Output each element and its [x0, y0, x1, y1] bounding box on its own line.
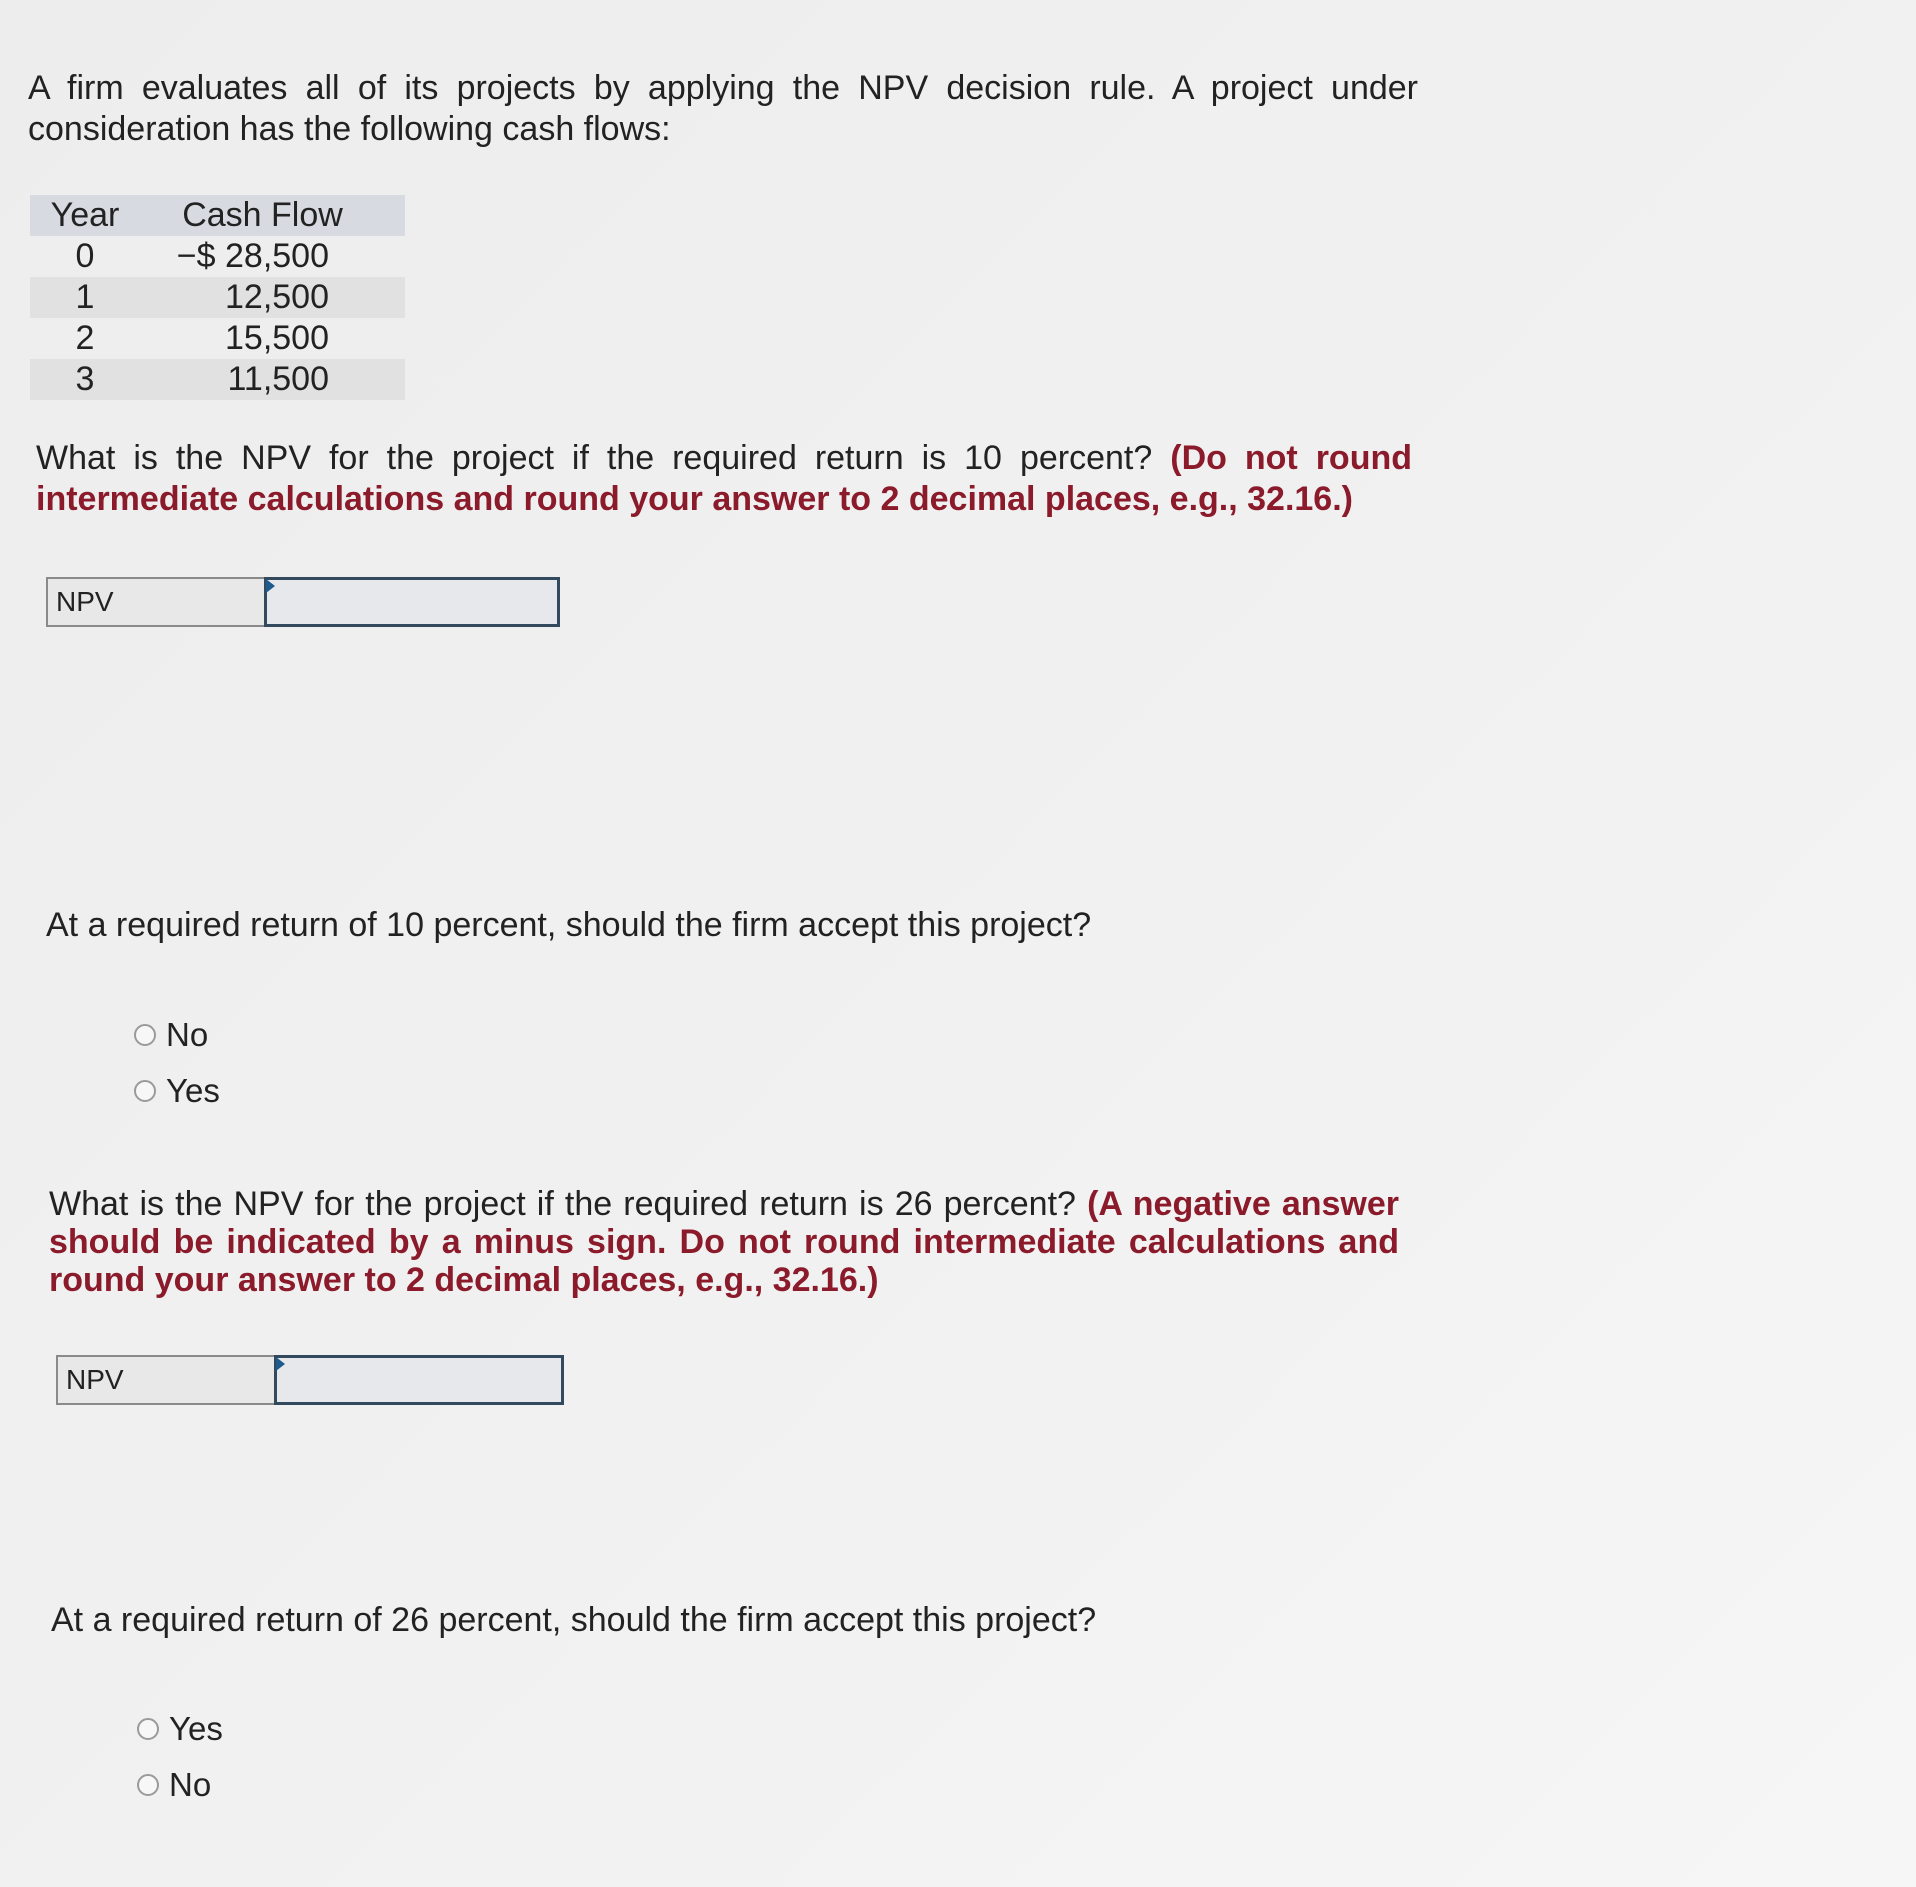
year-column-header: Year [50, 196, 120, 234]
cash-flow-table [30, 195, 405, 400]
question-1-instruction: (Do not round intermediate calculations and round your answer to 2 decimal places, e.g., 32.16.) [36, 439, 1413, 518]
radio-option-label: Yes [169, 1710, 223, 1747]
question-3-text: What is the NPV for the project if the required return is 26 percent? [49, 1185, 1076, 1223]
cash-flow-cell: 15,500 [225, 319, 329, 357]
npv-answer-row-2 [56, 1355, 564, 1405]
npv-input-wrapper [274, 1355, 564, 1405]
intro-paragraph [28, 68, 1418, 150]
question-2-text: At a required return of 10 percent, should the firm accept this project? [46, 906, 1092, 944]
input-marker-icon [276, 1357, 285, 1371]
question-2 [46, 905, 1346, 946]
cash-flow-cell: 12,500 [225, 278, 329, 316]
year-cell: 0 [75, 237, 95, 275]
radio-option-no-26[interactable] [137, 1766, 211, 1804]
radio-option-no-10[interactable] [134, 1016, 208, 1054]
radio-button-icon[interactable] [137, 1774, 159, 1796]
input-marker-icon [266, 579, 275, 593]
radio-option-label: Yes [166, 1072, 220, 1109]
cash-flow-cell: −$ 28,500 [176, 237, 329, 275]
table-row [30, 359, 405, 400]
intro-text: A firm evaluates all of its projects by applying the NPV decision rule. A project under consideration has the following cash flows: [28, 69, 1418, 148]
radio-option-label: No [166, 1016, 209, 1053]
radio-button-icon[interactable] [134, 1024, 156, 1046]
cash-flow-cell: 11,500 [227, 360, 329, 398]
npv-input-10-percent[interactable] [264, 577, 560, 627]
radio-option-yes-26[interactable] [137, 1710, 223, 1748]
radio-button-icon[interactable] [134, 1080, 156, 1102]
npv-answer-row-1 [46, 577, 560, 627]
radio-button-icon[interactable] [137, 1718, 159, 1740]
question-4-text: At a required return of 26 percent, should the firm accept this project? [51, 1601, 1097, 1639]
question-3-instruction: (A negative answer should be indicated by a minus sign. Do not round intermediate calculations and round your answer to 2 decimal places, e.g., 32.16.) [49, 1185, 1400, 1299]
npv-input-wrapper [264, 577, 560, 627]
question-1-text: What is the NPV for the project if the required return is 10 percent? [36, 439, 1153, 477]
question-1 [36, 438, 1412, 520]
cash-flow-column-header: Cash Flow [182, 196, 343, 234]
table-row [30, 277, 405, 318]
year-cell: 2 [75, 319, 95, 357]
question-4 [51, 1600, 1351, 1641]
npv-input-26-percent[interactable] [274, 1355, 564, 1405]
radio-option-label: No [169, 1766, 212, 1803]
npv-label: NPV [46, 577, 264, 627]
question-3 [49, 1185, 1399, 1299]
year-cell: 3 [75, 360, 95, 398]
year-cell: 1 [75, 278, 95, 316]
npv-label: NPV [56, 1355, 274, 1405]
table-row [30, 318, 405, 359]
radio-option-yes-10[interactable] [134, 1072, 220, 1110]
table-row [30, 236, 405, 277]
table-header-row [30, 195, 405, 236]
